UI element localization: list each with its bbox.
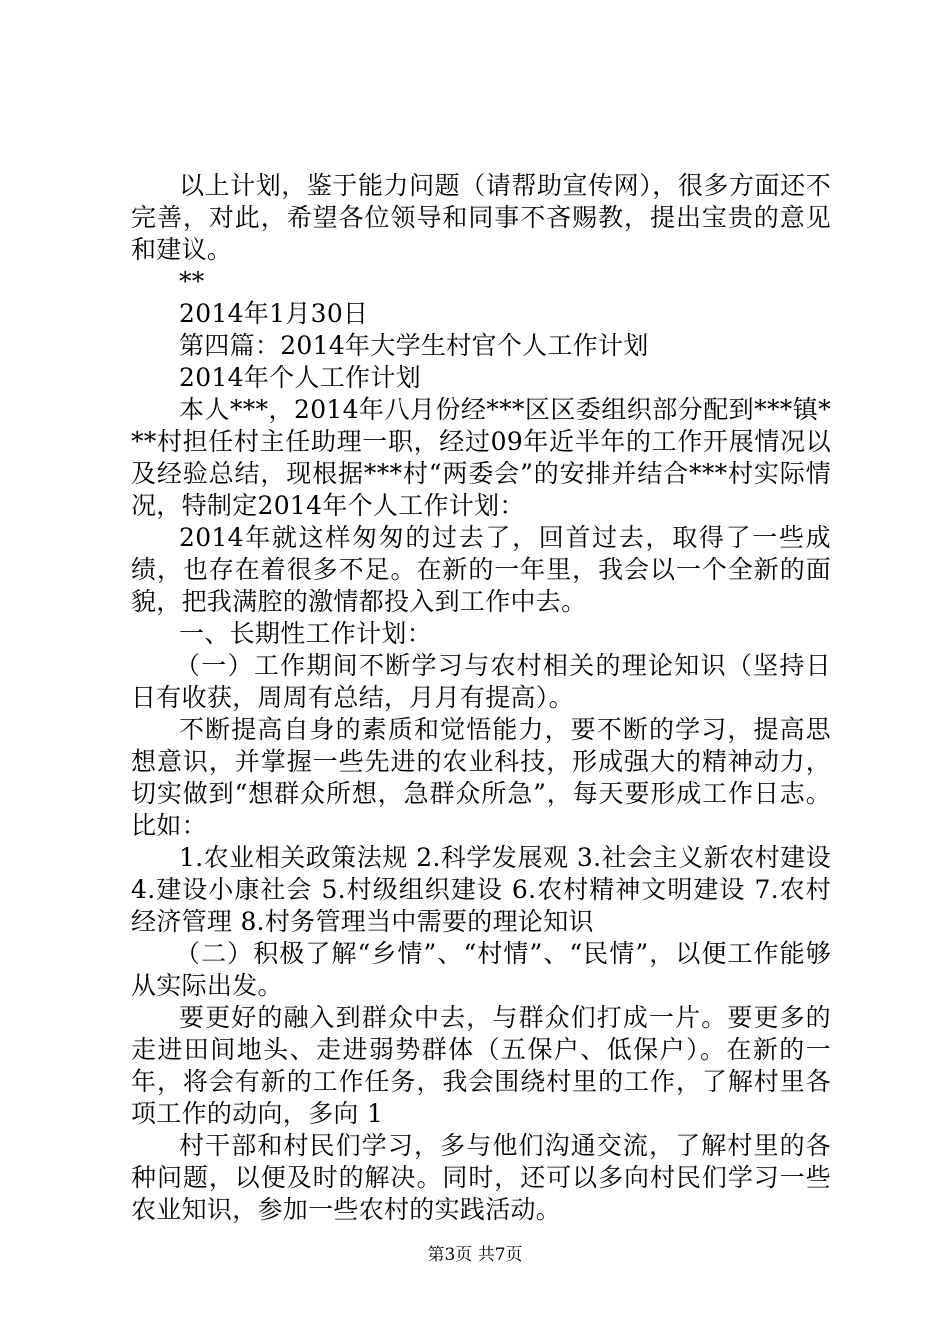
subheading-long-term: 一、长期性工作计划： bbox=[179, 619, 433, 648]
learning-paragraph: 村干部和村民们学习，多与他们沟通交流，了解村里的各种问题，以便及时的解决。同时，还可以多向村民们学习一些农业知识，参加一些农村的实践活动。 bbox=[131, 1131, 831, 1224]
signature-name: ** bbox=[179, 267, 205, 296]
item-one-heading: （一）工作期间不断学习与农村相关的理论知识（坚持日日有收获，周周有总结，月月有提高）。 bbox=[131, 651, 831, 712]
intro-paragraph: 本人***，2014年八月份经***区区委组织部分配到***镇***村担任村主任助理一职，经过09年近半年的工作开展情况以及经验总结，现根据***村“两委会”的安排并结合***村实际情况，特制定2014年个人工作计划： bbox=[131, 395, 831, 520]
document-body bbox=[131, 170, 831, 1226]
section-heading: 第四篇：2014年大学生村官个人工作计划 bbox=[179, 331, 649, 360]
study-paragraph: 不断提高自身的素质和觉悟能力，要不断的学习，提高思想意识，并掌握一些先进的农业科技，形成强大的精神动力，切实做到“想群众所想，急群众所急”，每天要形成工作日志。比如： bbox=[131, 715, 831, 840]
document-title: 2014年个人工作计划 bbox=[179, 363, 421, 392]
item-two-heading: （二）积极了解“乡情”、“村情”、“民情”，以便工作能够从实际出发。 bbox=[131, 939, 831, 1000]
closing-paragraph: 以上计划，鉴于能力问题（请帮助宣传网），很多方面还不完善，对此，希望各位领导和同事不吝赐教，提出宝贵的意见和建议。 bbox=[131, 171, 831, 264]
engagement-paragraph: 要更好的融入到群众中去，与群众们打成一片。要更多的走进田间地头、走进弱势群体（五保户、低保户）。在新的一年，将会有新的工作任务，我会围绕村里的工作，了解村里各项工作的动向，多向 1 bbox=[131, 1003, 831, 1128]
signature-date: 2014年1月30日 bbox=[179, 299, 369, 328]
study-topics-list: 1.农业相关政策法规 2.科学发展观 3.社会主义新农村建设 4.建设小康社会 5.村级组织建设 6.农村精神文明建设 7.农村经济管理 8.村务管理当中需要的理论知识 bbox=[131, 843, 831, 936]
review-paragraph: 2014年就这样匆匆的过去了，回首过去，取得了一些成绩，也存在着很多不足。在新的一年里，我会以一个全新的面貌，把我满腔的激情都投入到工作中去。 bbox=[131, 523, 831, 616]
page-number-footer: 第3页 共7页 bbox=[427, 1245, 523, 1265]
